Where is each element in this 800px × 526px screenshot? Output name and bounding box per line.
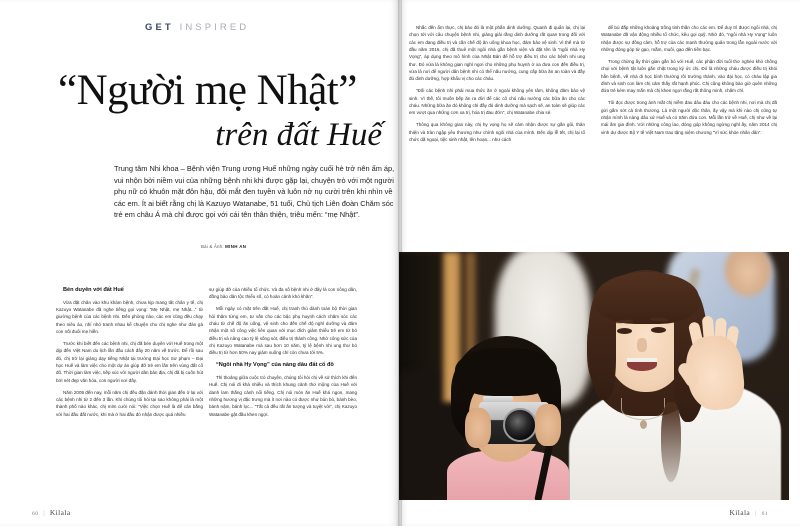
byline-author: MINH AN xyxy=(225,244,247,249)
section-heading-2: “Ngôi nhà Hy Vọng” của nàng dâu đất cố đô xyxy=(216,362,334,369)
paragraph: Trước khi biết đến các bệnh nhi, chị đã bén duyên với Huế trong một dịp đến Việt Nam du lịch lần đầu cách đây 20 năm về trước. Để rồi sau đó, chị trở lại giảng dạy tiếng Nhật tại trường Đại học Sư phạm – Đại học Huế và làm việc cho một dự án giúp đỡ trẻ em lần trên vùng đất cố đô. Thời gian làm việc, tiếp xúc với người dân bản địa, chị đã bị cuốn hút bởi nét đẹp văn hóa, con người nơi đây. xyxy=(56,340,203,383)
woman-necklace xyxy=(621,398,665,420)
kicker-secondary: INSPIRED xyxy=(179,22,250,33)
section-heading-1: Bén duyên với đất Huế xyxy=(63,287,124,293)
paragraph: Mỗi ngày có mặt trên đất Huế, chị tranh thủ dành toàn bộ thời gian hỏi thăm từng em, tư vấn cho các bậc phụ huynh cách chăm sóc các cháu từ chế độ ăn uống, vệ sinh cho đến chế độ nghỉ dưỡng và đảm nhận một số công việc liên quan với mục đích giảm thiểu trẻ em từ bỏ điều trị và nâng cao tỷ lệ sống sót, điều trị thành công. Nhờ công sức của chị Kazuyo Watanabe mà sau hơn 10 năm, tỷ lệ bệnh nhi ung thư bỏ điều trị từ hơn 50% nay giảm xuống chỉ còn chưa tới 5%. xyxy=(209,306,357,356)
footer-separator: | xyxy=(43,511,45,517)
paragraph: Thỉ thoảng giữa cuộc trò chuyện, chúng tôi hỏi chị về sở thích khi đến Huế. Chị nói đi khá nhiều và thích khung cảnh thơ mộng của Huế với danh lam thắng cảnh nổi tiếng. Chị nói món ăn Huế khá ngon, mang những hương vị đặc trưng mà ít nơi nào có được như bún bò, bánh bèo, bánh nậm, bánh lọc... “Tất cả đều rất ấn tượng và tuyệt vời”, chị Kazuyo Watanabe gật đầu khen ngợi. xyxy=(209,374,357,417)
footer-left xyxy=(32,508,71,517)
headline-line-1: “Người mẹ Nhật” xyxy=(58,67,357,114)
paragraph: Vừa đặt chân vào khu khám bệnh, chưa kịp mang tất chân y tế, chị Kazuyo Watanabe đã nghe tiếng gọi vọng: “Mẹ Nhật, mẹ Nhật...” từ giường bệnh của các bệnh nhi. Đến phòng nào, các em cũng đều chạy theo niêu áo, nhí nhỏ tranh nhau kể chuyện cho chị nghe như đàn gà con nối đuôi mẹ hiền. xyxy=(56,299,203,334)
paragraph: Thông qua không gian này, chị hy vọng họ sẽ cảm nhận được sự gần gũi, thân thiện và tràn ngập yêu thương như chính ngôi nhà của mình. Đến dịp lễ tết, chị lại tổ chức dã ngoại, tiệc sinh nhật, lên hoạn... như cách xyxy=(409,122,585,142)
body-column-right-1 xyxy=(409,24,585,148)
lead-paragraph: Trung tâm Nhi khoa – Bệnh viện Trung ương Huế những ngày cuối hè trở nên ấm áp, vui nhộn bởi niềm vui của những bệnh nhi khi được gặp lại, chuyện trò với một người phụ nữ có khuôn mặt đôn hậu, đôi mắt đen tuyền và luôn nở nụ cười trên khi nhìn về các em. Ít ai biết rằng chị là Kazuyo Watanabe, 51 tuổi, Chủ tịch Liên đoàn Chăm sóc trẻ em châu Á mà chỉ được gọi với cái tên thân thiện, triêu mến: “mẹ Nhật”. xyxy=(114,164,395,220)
article-photo xyxy=(399,252,789,500)
woman-eye-left xyxy=(617,328,632,334)
woman-nose xyxy=(637,338,647,352)
child-hand-left xyxy=(465,408,491,448)
woman-eye-right xyxy=(651,327,666,333)
paragraph: Tôi đọc được trong ánh mắt chị niềm đau dâu đáu cho các bệnh nhi, nơi mà chị đã gửi gắm sớt cả tình thương. Là một người độc thân, ấy vậy mà khi nào chị cũng tự nhận mình là nàng dâu xứ Huế và có trăm đứa con. Mỗi lần trở về Huế, chị như về lại mái ấm gia đình. Với những công lao, đóng góp không ngừng nghỉ ấy, năm 2014 chị vinh dự được Bộ Y tế Việt Nam trao tặng niệm chương “Vì sức khỏe nhân dân”. xyxy=(601,100,777,135)
camera-lens xyxy=(503,408,537,442)
section-kicker xyxy=(145,22,249,33)
byline-prefix: Bài & Ảnh: xyxy=(201,244,224,249)
footer-separator: | xyxy=(755,511,757,517)
body-column-right-2 xyxy=(601,24,777,141)
paragraph: Trong chừng ấy thời gian gắn bó với Huế, các phận đời tuổi thơ nghèo khó chống chọi với bệnh tật luôn gắn chặt trong ký ức chị. Đó là những cháu được điều trị khỏi hẳn bệnh, về nhà đi học bình thường rồi trưởng thành, vào đại học, có cháu lập gia đình và sinh con làm chị cảm thấy rất hạnh phúc. Chị cũng không bào giờ quên những đứa trẻ kém may mắn mà chị khen ngợi rằng rất thông minh, chăm chỉ. xyxy=(601,58,777,94)
body-column-left-2 xyxy=(209,286,357,423)
magazine-name-left: Kilala xyxy=(49,508,71,517)
paragraph: để bù đắp những khoảng trống tinh thần cho các em. Để duy trì được ngôi nhà, chị Watanabe đã vận động nhiều tổ chức, kêu gọi quỹ. Nhờ đó, “ngôi nhà Hy Vọng” luôn nhận được sự đồng cảm, hỗ trợ của các mạnh thường quân trong lẫn ngoài nước với những đóng góp từ gạo, mắm, muối, gạo đến tiền bạc. xyxy=(601,25,777,53)
page-number-left: 60 xyxy=(32,511,39,517)
byline xyxy=(201,244,246,249)
page-title xyxy=(58,68,398,154)
page-number-right: 61 xyxy=(761,511,768,517)
woman-pendant xyxy=(640,420,647,429)
headline-line-2: trên đất Huế xyxy=(215,117,382,153)
paragraph: “Đối các bệnh nhi phải mua thức ăn ở ngoài không yên tâm, không đảm bảo vệ sinh. Vì thế, tôi muốn bếp ăn ra đời để các cô chú nấu nướng các bữa ăn cho các cháu. Những bữa ăn đó không chỉ đầy đủ dinh dưỡng mà sạch sẽ, an toàn sẽ giúp các em vượt qua những cơn xa trị, hóa trị đau đớn”, chị Watanabe chia sẻ. xyxy=(409,88,585,116)
page-left xyxy=(0,0,399,526)
paragraph: Nhắc đến ẩm thực, chị bảo đó là một phần dinh dưỡng. Quanh đi quẩn lại, chị lại chọn tới với câu chuyện bệnh nhi, giảng giải rằng dinh dưỡng rất quan trong đối với các em đang điều trị và cần chế độ ăn uống khoa học, đảm bảo vệ sinh. Vì thế mà từ đầu năm 2016, chị đã thuê một ngôi nhà gần bệnh viện và đặt tên là “ngôi nhà Hy Vọng”, áp dụng theo mô hình của Nhật Bản để hỗ trợ điều trị cho các bệnh nhi ung thư. Đó vừa là không gian nghỉ ngơi cho những phụ huynh ở xa đưa con đến điều trị, vừa là nơi để người dân bệnh nhi có thể nấu nướng, cung cấp bữa ăn an toàn và đầy đủ dinh dưỡng, hợp khẩu vị cho các cháu. xyxy=(409,25,585,82)
woman-smile xyxy=(627,358,657,371)
kicker-primary: GET xyxy=(145,22,174,33)
child-hand-right xyxy=(535,404,561,446)
magazine-name-right: Kilala xyxy=(729,508,751,517)
footer-right xyxy=(729,508,768,517)
paragraph: Năm 2005 đến nay, mỗi năm chị đều đặn dành thời gian đến ở lại với các bệnh nhi từ 2 đến 3 lần. Khi chúng tôi hỏi tại sao không phải là một thành phố nào khác, chị mỉm cười nói: “Việc chọn Huế là để cân bằng với hai đầu đất nước, khi mà ở hai đầu đó nhận được quá nhiều xyxy=(56,389,203,417)
photo-illustration xyxy=(399,252,789,500)
woman-fringe xyxy=(595,272,699,324)
woman-hair-lock xyxy=(661,402,681,482)
child-fringe xyxy=(455,348,557,396)
body-column-left-1 xyxy=(56,286,203,423)
paragraph: sự giúp đỡ của nhiều tổ chức. Và đa số bệnh nhi ở đây là con nông dân, đồng bào dân tộc thiểu số, có hoàn cảnh khó khăn”. xyxy=(209,287,357,300)
